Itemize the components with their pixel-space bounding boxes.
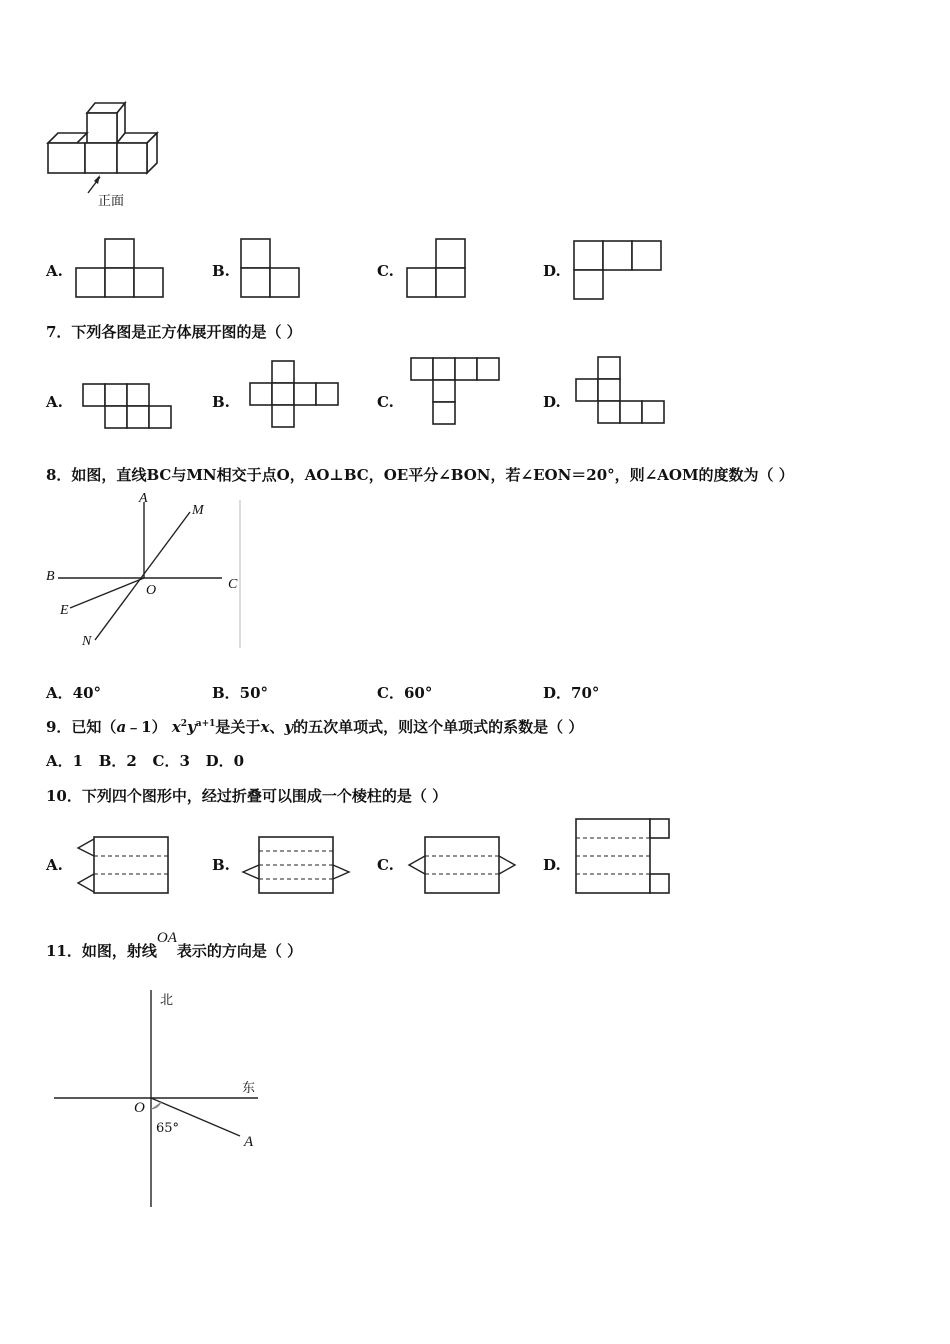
q8-point-c: C [228,577,238,592]
q6-option-d-label[interactable]: D. [543,262,561,280]
q8-point-n: N [82,634,92,649]
angle-label: 65° [156,1121,180,1136]
q9-options[interactable]: A．1 B．2 C．3 D．0 [46,752,245,770]
q8-point-e: E [60,603,69,618]
q7-option-a-label[interactable]: A. [46,393,63,411]
q9-text: 9．已知（a﹣1） $x^2y^{a+1}$是关于x、y的五次单项式，则这个单项式的系数是（ ） [46,718,584,736]
q7-option-b-label[interactable]: B. [212,393,230,411]
q10-option-b-figure [241,836,353,898]
q10-option-c-label[interactable]: C. [377,856,394,874]
point-a-label: A [244,1134,254,1150]
north-label: 北 [160,993,174,1008]
q10-option-d-figure [575,818,675,898]
q8-option-b[interactable]: B．50° [212,684,269,702]
origin-label: O [134,1100,145,1116]
q6-option-a-label[interactable]: A. [46,262,63,280]
q7-option-c-label[interactable]: C. [377,393,394,411]
ray-oa-label: OA [156,930,177,946]
q11-direction-figure [50,985,270,1215]
q6-option-c-label[interactable]: C. [377,262,394,280]
q8-text: 8．如图，直线BC与MN相交于点O，AO⊥BC，OE平分∠BON，若∠EON＝20°，则∠AOM的度数为（ ） [46,466,794,484]
q10-text: 10．下列四个图形中，经过折叠可以围成一个棱柱的是（ ） [46,787,448,805]
q10-option-c-figure [407,836,519,898]
east-label: 东 [242,1081,256,1096]
q6-option-b-label[interactable]: B. [212,262,230,280]
q6-option-d-figure [573,240,663,302]
q11-text: 11．如图，射线OA表示的方向是（ ） [46,930,303,960]
q7-option-b-figure [249,360,344,432]
q10-option-d-label[interactable]: D. [543,856,561,874]
q10-option-a-label[interactable]: A. [46,856,63,874]
q8-point-m: M [192,503,204,518]
q7-text: 7．下列各图是正方体展开图的是（ ） [46,323,302,341]
q6-option-a-figure [75,238,165,300]
q7-option-d-figure [575,356,670,428]
q7-option-c-figure [410,357,505,429]
q8-option-c[interactable]: C．60° [377,684,433,702]
q10-option-a-figure [76,836,171,898]
q10-option-b-label[interactable]: B. [212,856,230,874]
q8-point-o: O [146,583,157,598]
q6-option-b-figure [240,238,302,300]
q8-option-d[interactable]: D．70° [543,684,600,702]
q7-option-a-figure [82,383,177,431]
q8-option-a[interactable]: A．40° [46,684,102,702]
q8-point-b: B [46,569,55,584]
q6-option-c-figure [406,238,468,300]
q8-point-a: A [139,491,148,506]
q8-line-figure [40,490,250,655]
front-label: 正面 [98,194,125,209]
q7-option-d-label[interactable]: D. [543,393,561,411]
